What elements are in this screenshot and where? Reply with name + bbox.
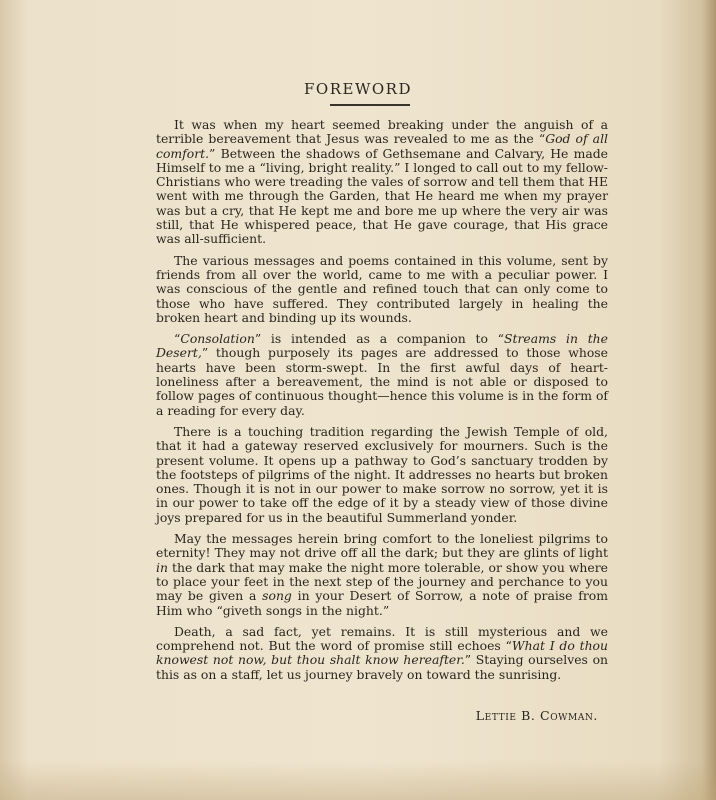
body-text: It was when my heart seemed breaking under the anguish of a terrible bereavement that Jesus was revealed to me as the “ xyxy=(156,117,608,147)
page-title: FOREWORD xyxy=(304,80,412,98)
paragraph xyxy=(156,118,608,247)
italic-text: Consolation xyxy=(180,331,255,347)
foreword-body xyxy=(156,118,608,689)
title-rule xyxy=(330,104,410,106)
body-text: the dark that may make the night more tolerable, or show you where to place your feet in the next step of the journey and perchance to you may be given a xyxy=(156,559,608,604)
body-text: ” is intended as a companion to “ xyxy=(254,331,505,347)
body-text: ” though purposely its pages are addressed to those whose hearts have been storm-swept. In the first awful days of heart-loneliness after a bereavement, the mind is not able or disposed to follow pages of continuous thought—hence this volume is in the form of a reading for every day. xyxy=(156,345,608,418)
paragraph xyxy=(156,532,608,618)
body-text: “ xyxy=(174,331,181,347)
body-text: ” Staying ourselves on this as on a staff, let us journey bravely on toward the sunrising. xyxy=(156,652,609,682)
paragraph xyxy=(156,254,608,325)
italic-text: song xyxy=(262,588,292,604)
paragraph xyxy=(156,332,608,418)
page-edge-shadow xyxy=(702,0,716,800)
body-text: There is a touching tradition regarding the Jewish Temple of old, that it had a gateway reserved exclusively for mourners. Such is the present volume. It opens up a pathway to God’s sanctuary trodden by the footsteps of pilgrims of the night. It addresses no hearts but broken ones. Though it is not in our power to make sorrow no sorrow, yet it is in our power to take off the edge of it by a steady view of those divine joys prepared for us in the beautiful Summerland yonder. xyxy=(156,423,608,525)
paragraph xyxy=(156,425,608,525)
body-text: in your Desert of Sorrow, a note of praise from Him who “giveth songs in the night.” xyxy=(156,588,608,618)
italic-text: What I do thou knowest not now, but thou shalt know hereafter. xyxy=(156,638,608,668)
body-text: ” Between the shadows of Gethsemane and Calvary, He made Himself to me a “living, bright reality.” I longed to call out to my fellow-Christians who were treading the vales of sorrow and tell them that HE went with me through the Garden, that He heard me when my prayer was but a cry, that He kept me and bore me up where the very air was still, that He whispered peace, that He gave courage, that His grace was all-sufficient. xyxy=(156,145,608,247)
signature: Lettie B. Cowman. xyxy=(475,708,598,723)
page-bottom-shadow xyxy=(0,760,716,800)
body-text: May the messages herein bring comfort to the loneliest pilgrims to eternity! They may not drive off all the dark; but they are glints of light xyxy=(156,531,608,561)
body-text: The various messages and poems contained in this volume, sent by friends from all over the world, came to me with a peculiar power. I was conscious of the gentle and refined touch that can only come to those who have suffered. They contributed largely in healing the broken heart and binding up its wounds. xyxy=(156,252,608,325)
body-text: Death, a sad fact, yet remains. It is still mysterious and we comprehend not. But the word of promise still echoes “ xyxy=(156,623,608,654)
paragraph xyxy=(156,625,608,682)
italic-text: in xyxy=(156,559,168,575)
italic-text: Streams in the Desert, xyxy=(156,331,608,361)
italic-text: God of all comfort. xyxy=(156,131,608,161)
